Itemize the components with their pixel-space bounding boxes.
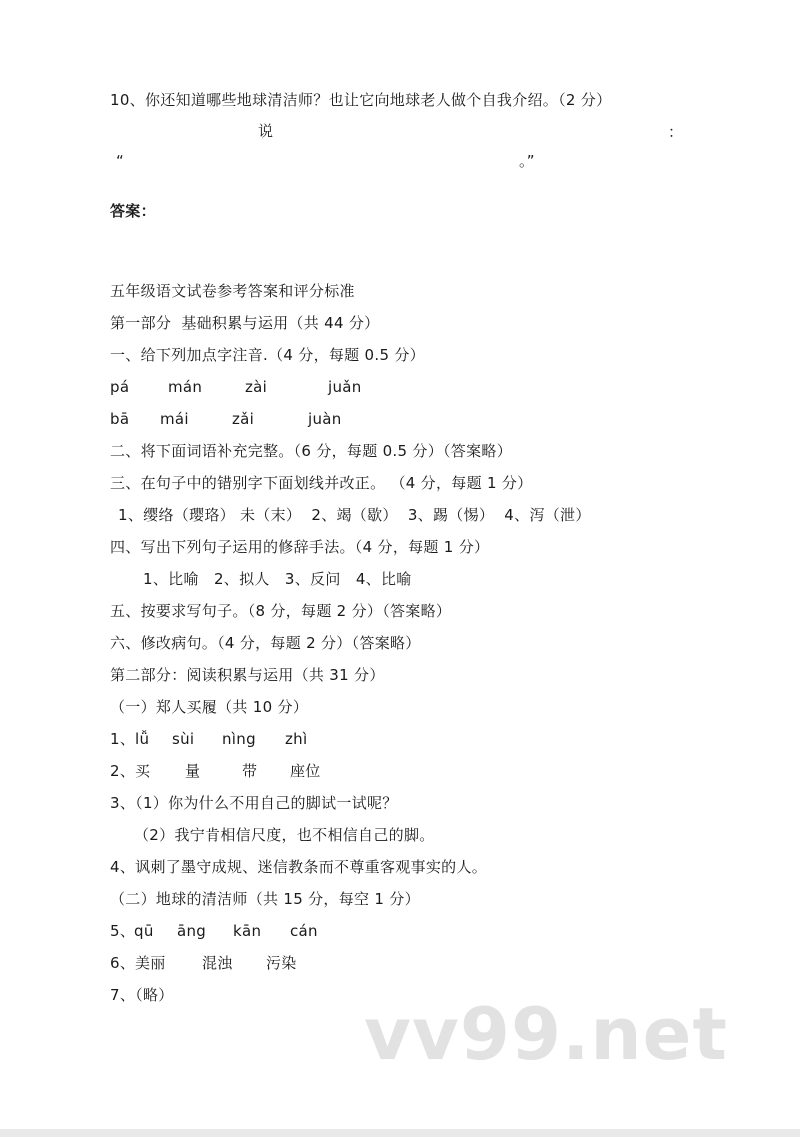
answer-label: 答案： bbox=[110, 202, 156, 220]
r2-q7: 7、（略） bbox=[110, 986, 174, 1004]
section6-heading: 六、修改病句。（4 分，每题 2 分）（答案略） bbox=[110, 634, 421, 652]
reading2-heading: （二）地球的清洁师（共 15 分，每空 1 分） bbox=[110, 890, 420, 908]
colon-text: ： bbox=[668, 123, 684, 141]
section5-heading: 五、按要求写句子。（8 分，每题 2 分）（答案略） bbox=[110, 602, 452, 620]
close-quote: 。” bbox=[519, 152, 535, 170]
watermark: vv99.net bbox=[364, 992, 728, 1076]
part1-heading: 第一部分 基础积累与运用（共 44 分） bbox=[110, 314, 380, 332]
r2-q6-number: 6、 bbox=[110, 954, 136, 972]
r1-q1-c: nìng bbox=[222, 730, 256, 748]
r2-q5-a: qū bbox=[134, 922, 154, 940]
r1-q1-d: zhì bbox=[285, 730, 308, 748]
r2-q5-b: āng bbox=[177, 922, 207, 940]
pinyin-1c: zài bbox=[245, 378, 268, 396]
pinyin-1d: juǎn bbox=[328, 378, 362, 396]
pinyin-2c: zǎi bbox=[232, 410, 255, 428]
question-10: 10、你还知道哪些地球清洁师？也让它向地球老人做个自我介绍。（2 分） bbox=[110, 91, 612, 109]
section3-heading: 三、在句子中的错别字下面划线并改正。 （4 分，每题 1 分） bbox=[110, 474, 533, 492]
pinyin-2a: bā bbox=[110, 410, 130, 428]
pinyin-2b: mái bbox=[160, 410, 189, 428]
answers-title: 五年级语文试卷参考答案和评分标准 bbox=[110, 282, 355, 300]
r1-q4: 4、讽刺了墨守成规、迷信教条而不尊重客观事实的人。 bbox=[110, 858, 488, 876]
r2-q5-c: kān bbox=[233, 922, 262, 940]
r1-q3-part2: （2）我宁肯相信尺度，也不相信自己的脚。 bbox=[134, 826, 435, 844]
r1-q2-number: 2、 bbox=[110, 762, 136, 780]
r1-q2-b: 量 bbox=[185, 762, 201, 780]
r2-q6-c: 污染 bbox=[266, 954, 297, 972]
reading1-heading: （一）郑人买履（共 10 分） bbox=[110, 698, 309, 716]
r1-q2-c: 带 bbox=[242, 762, 258, 780]
pinyin-1b: mán bbox=[168, 378, 203, 396]
r1-q2-a: 买 bbox=[135, 762, 151, 780]
r1-q3-part1: 3、（1）你为什么不用自己的脚试一试呢？ bbox=[110, 794, 398, 812]
r2-q6-a: 美丽 bbox=[135, 954, 166, 972]
pinyin-1a: pá bbox=[110, 378, 130, 396]
section4-answer: 1、比喻 2、拟人 3、反问 4、比喻 bbox=[143, 570, 412, 588]
says-text: 说 bbox=[258, 122, 274, 140]
open-quote: “ bbox=[116, 152, 125, 170]
r1-q1-b: sùi bbox=[172, 730, 195, 748]
r2-q5-d: cán bbox=[290, 922, 318, 940]
page-bottom-edge bbox=[0, 1129, 800, 1137]
section3-answer: 1、缨络（璎珞） 未（末） 2、竭（歇） 3、踢（惕） 4、泻（泄） bbox=[118, 506, 591, 524]
r1-q1-a: lǚ bbox=[135, 730, 150, 748]
r2-q5-number: 5、 bbox=[110, 922, 136, 940]
r1-q1-number: 1、 bbox=[110, 730, 136, 748]
r2-q6-b: 混浊 bbox=[202, 954, 233, 972]
section4-heading: 四、写出下列句子运用的修辞手法。（4 分，每题 1 分） bbox=[110, 538, 490, 556]
section2-heading: 二、将下面词语补充完整。（6 分，每题 0.5 分）（答案略） bbox=[110, 442, 513, 460]
pinyin-2d: juàn bbox=[308, 410, 342, 428]
section1-heading: 一、给下列加点字注音.（4 分，每题 0.5 分） bbox=[110, 346, 425, 364]
r1-q2-d: 座位 bbox=[290, 762, 321, 780]
part2-heading: 第二部分：阅读积累与运用（共 31 分） bbox=[110, 666, 385, 684]
